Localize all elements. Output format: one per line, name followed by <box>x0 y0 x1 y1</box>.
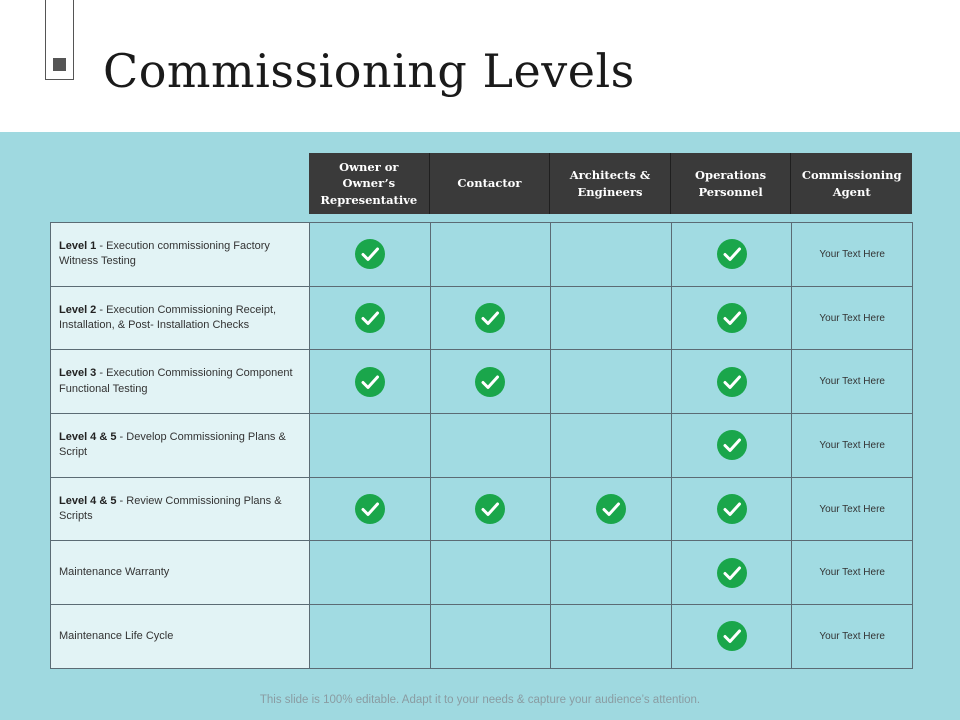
table-cell <box>310 477 431 541</box>
table-cell <box>551 286 672 350</box>
check-circle-icon <box>354 302 386 334</box>
row-description: - Execution Commissioning Component Functional Testing <box>59 367 293 395</box>
table-cell <box>551 223 672 287</box>
table-row <box>51 605 913 669</box>
check-circle-icon <box>716 302 748 334</box>
column-header-architects: Architects & Engineers <box>550 153 671 214</box>
row-label <box>51 286 310 350</box>
check-circle-icon <box>595 493 627 525</box>
row-note: Your Text Here <box>792 223 913 287</box>
check-circle-icon <box>354 238 386 270</box>
row-description: - Review Commissioning Plans & Scripts <box>59 494 282 523</box>
column-header-operations: Operations Personnel <box>671 153 792 214</box>
table-cell <box>551 350 672 414</box>
footer-note: This slide is 100% editable. Adapt it to your needs & capture your audience’s attention. <box>259 694 701 706</box>
table-cell <box>310 286 431 350</box>
row-description: - Execution commissioning Factory Witness Testing <box>59 239 270 268</box>
slide-title: Commissioning Levels <box>103 44 635 98</box>
column-header-owner: Owner or Owner’s Representative <box>309 153 430 214</box>
table-cell <box>430 286 551 350</box>
row-note: Your Text Here <box>792 414 913 478</box>
column-header-agent: Commissioning Agent <box>801 168 902 199</box>
table-cell <box>430 414 551 478</box>
check-circle-icon <box>474 366 506 398</box>
row-note: Your Text Here <box>792 350 913 414</box>
check-circle-icon <box>716 238 748 270</box>
table-cell <box>671 350 792 414</box>
check-circle-icon <box>716 557 748 589</box>
check-circle-icon <box>354 366 386 398</box>
table-cell <box>430 477 551 541</box>
table-cell <box>671 286 792 350</box>
table-cell <box>310 350 431 414</box>
table-row <box>51 286 913 350</box>
check-circle-icon <box>474 493 506 525</box>
check-circle-icon <box>474 302 506 334</box>
table-row <box>51 350 913 414</box>
column-headers <box>309 153 912 214</box>
row-note: Your Text Here <box>792 541 913 605</box>
table-cell <box>671 414 792 478</box>
check-circle-icon <box>716 429 748 461</box>
check-circle-icon <box>354 493 386 525</box>
table-cell <box>671 477 792 541</box>
table-cell <box>551 477 672 541</box>
row-description: Maintenance Warranty <box>59 566 170 579</box>
column-header-contactor: Contactor <box>430 153 551 214</box>
row-level: Level 4 & 5 <box>59 494 117 507</box>
table-cell <box>551 414 672 478</box>
accent-bar-icon <box>45 0 74 80</box>
table-cell <box>310 223 431 287</box>
table-cell <box>671 541 792 605</box>
table-cell <box>430 541 551 605</box>
row-level: Level 4 & 5 <box>59 431 117 444</box>
table-row <box>51 414 913 478</box>
row-label <box>51 605 310 669</box>
row-level: Level 1 <box>59 239 97 252</box>
row-label <box>51 414 310 478</box>
table-cell <box>430 605 551 669</box>
table-row <box>51 223 913 287</box>
row-label <box>51 350 310 414</box>
accent-square <box>53 58 66 71</box>
check-circle-icon <box>716 366 748 398</box>
table-cell <box>551 541 672 605</box>
row-description: - Execution Commissioning Receipt, Installation, & Post- Installation Checks <box>59 303 277 332</box>
table-cell <box>310 414 431 478</box>
table-cell <box>551 605 672 669</box>
check-circle-icon <box>716 493 748 525</box>
table-cell <box>671 605 792 669</box>
row-label <box>51 223 310 287</box>
table-cell <box>430 350 551 414</box>
table-row <box>51 541 913 605</box>
row-label <box>51 477 310 541</box>
row-description: Maintenance Life Cycle <box>59 629 174 642</box>
table-cell <box>671 223 792 287</box>
row-label <box>51 541 310 605</box>
row-description: - Develop Commissioning Plans & Script <box>59 431 286 459</box>
row-level: Level 3 <box>59 367 97 380</box>
table-cell <box>310 605 431 669</box>
slide-header <box>0 0 960 132</box>
row-note: Your Text Here <box>792 286 913 350</box>
row-note: Your Text Here <box>792 477 913 541</box>
table-cell <box>430 223 551 287</box>
commissioning-table <box>50 222 913 669</box>
table-cell <box>310 541 431 605</box>
row-level: Level 2 <box>59 303 97 316</box>
table-row <box>51 477 913 541</box>
check-circle-icon <box>716 620 748 652</box>
row-note: Your Text Here <box>792 605 913 669</box>
